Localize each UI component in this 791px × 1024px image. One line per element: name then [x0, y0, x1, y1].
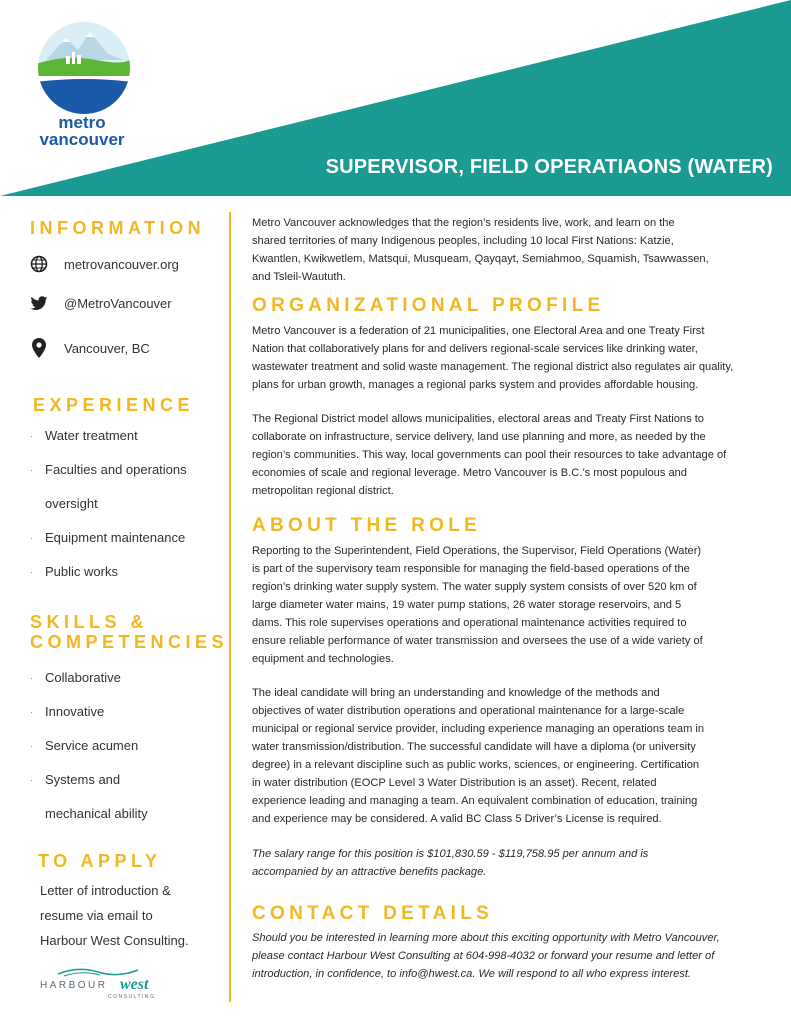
globe-icon — [30, 255, 48, 273]
column-divider — [229, 212, 231, 1002]
location-row — [30, 337, 150, 359]
experience-item: · Equipment maintenance — [30, 530, 186, 545]
harbour-west-logo — [38, 966, 188, 1000]
apply-line: Letter of introduction & — [40, 883, 171, 898]
skills-heading: SKILLS & — [30, 612, 149, 632]
skill-item: · Collaborative — [30, 670, 121, 685]
svg-text:CONSULTING: CONSULTING — [108, 994, 156, 1000]
website-link[interactable]: metrovancouver.org — [64, 256, 179, 272]
competencies-heading: COMPETENCIES — [30, 632, 229, 652]
skill-item: · Service acumen — [30, 738, 139, 753]
org-paragraph-2: The Regional District model allows municipalities, electoral areas and Treaty First Nations to collaborate on infrastructure, service delivery, land use planning and more, as needed by the region’s communities. This way, local governments can pool their resources to take advantage of economies of scale and regional leverage. Metro Vancouver is B.C.’s most populous and metropolitan regional district. — [252, 413, 727, 497]
apply-line: Harbour West Consulting. — [40, 933, 189, 948]
twitter-handle[interactable]: @MetroVancouver — [64, 295, 172, 311]
information-heading: INFORMATION — [30, 218, 206, 238]
experience-item: · Faculties and operations — [30, 462, 187, 477]
experience-item: · Public works — [30, 564, 118, 579]
contact-paragraph: Should you be interested in learning more about this exciting opportunity with Metro Vancouver, please contact Harbour West Consulting at 604-998-4032 or forward your resume and letter of introduction, in confidence, to info@hwest.ca. We will respond to all who express interest. — [252, 932, 720, 980]
svg-text:HARBOUR: HARBOUR — [40, 980, 108, 991]
page-title: SUPERVISOR, FIELD OPERATIAONS (WATER) — [325, 156, 773, 178]
twitter-icon — [30, 294, 48, 312]
location-pin-icon — [30, 339, 48, 357]
role-paragraph-1: Reporting to the Superintendent, Field Operations, the Supervisor, Field Operations (Water) is part of the supervisory team responsible for managing the field-based operations of the region’s drinking water supply system. The water supply system consists of over 520 km of large diameter water mains, 19 water pump stations, 26 water storage reservoirs, and 5 dams. This role supervises operations and operational maintenance activities required to ensure reliable performance of water transmission and oversees the use of a wide variety of equipment and technologies. — [252, 545, 703, 665]
website-row[interactable] — [30, 253, 179, 275]
apply-heading: TO APPLY — [38, 851, 162, 871]
contact-details-heading: CONTACT DETAILS — [252, 903, 494, 924]
apply-line: resume via email to — [40, 908, 153, 923]
experience-heading: EXPERIENCE — [33, 395, 195, 415]
role-paragraph-2: The ideal candidate will bring an understanding and knowledge of the methods and objectives of water distribution operations and operational maintenance for a large-scale municipal or regional service provider, including experience managing an operations team in water transmission/distribution. The successful candidate will have a diploma (or university degree) in a relevant discipline such as public works, sciences, or engineering. Certification in water distribution (EOCP Level 3 Water Distribution is an asset). Recent, related experience leading and managing a team. An equivalent combination of education, training and experience may be considered. A valid BC Class 5 Driver’s License is required. — [252, 687, 705, 825]
logo-wordmark: metro vancouver — [39, 113, 125, 149]
experience-item: · Water treatment — [30, 428, 138, 443]
twitter-row[interactable] — [30, 292, 172, 314]
organizational-profile-heading: ORGANIZATIONAL PROFILE — [252, 295, 605, 316]
org-paragraph-1: Metro Vancouver is a federation of 21 municipalities, one Electoral Area and one Treaty First Nation that collaboratively plans for and delivers regional-scale services like drinking water, wastewater treatment and solid waste management. The regional district also regulates air quality, plans for urban growth, manages a regional parks system and provides affordable housing. — [252, 325, 734, 391]
about-role-heading: ABOUT THE ROLE — [252, 515, 482, 536]
location-text: Vancouver, BC — [64, 340, 150, 356]
skill-item: mechanical ability — [45, 806, 148, 821]
acknowledgement-paragraph: Metro Vancouver acknowledges that the region’s residents live, work, and learn on the shared territories of many Indigenous peoples, including 10 local First Nations: Katzie, Kwantlen, Kwikwetlem, Matsqui, Musqueam, Qayqayt, Semiahmoo, Squamish, Tsawwassen, and Tsleil-Waututh. — [252, 217, 709, 283]
skill-item: · Systems and — [30, 772, 121, 787]
experience-item: oversight — [45, 496, 98, 511]
svg-text:west: west — [120, 976, 149, 993]
salary-paragraph: The salary range for this position is $101,830.59 - $119,758.95 per annum and is accompanied by an attractive benefits package. — [252, 848, 649, 878]
metro-vancouver-logo — [36, 20, 132, 116]
skill-item: · Innovative — [30, 704, 105, 719]
